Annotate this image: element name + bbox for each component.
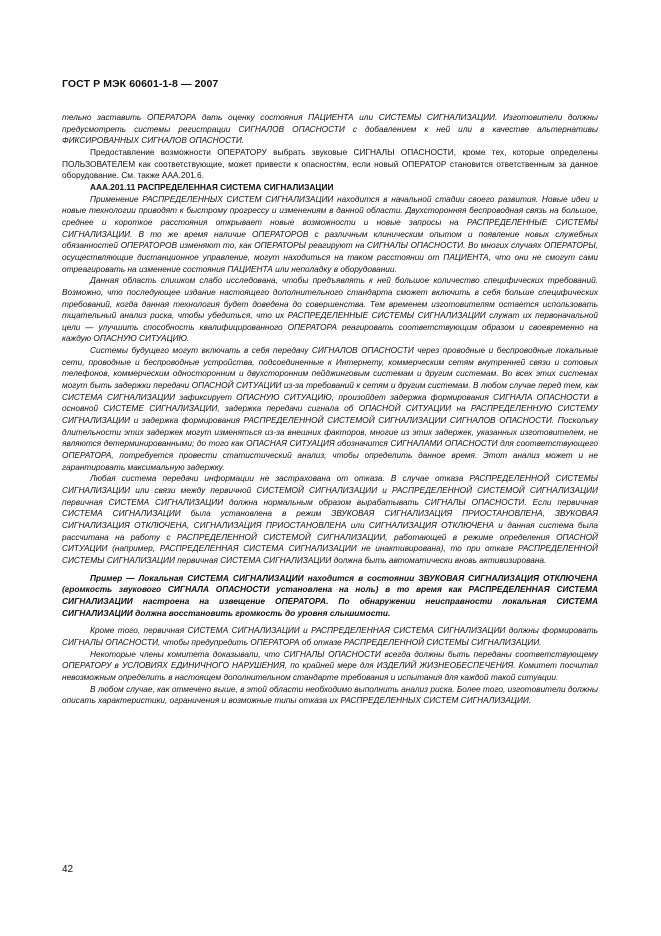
paragraph-application: Применение РАСПРЕДЕЛЕННЫХ СИСТЕМ СИГНАЛИЗАЦИИ находится в начальной стадии своего развития. Новые идеи и новые технологии приводят к быстрому прогрессу и изменениям в данной области. Двухсторонняя беспроводная связь на большое, среднее и короткое расстояния открывает новые возможности и новые запросы на РАСПРЕДЕЛЕННЫЕ СИСТЕМЫ СИГНАЛИЗАЦИИ. В то же время наличие ОПЕРАТОРОВ с различным клиническим опытом и появление новых служебных обязанностей ОПЕРАТОРОВ изменяют то, как ОПЕРАТОРЫ реагируют на СИГНАЛЫ ОПАСНОСТИ. Во многих случаях ОПЕРАТОРЫ, осуществляющие дистанционное управление, могут находиться на таком расстоянии от ПАЦИЕНТА, что они не смогут сами отреагировать на изменение состояния ПАЦИЕНТА или неполадку в оборудовании.	[62, 193, 598, 274]
example-paragraph: Пример — Локальная СИСТЕМА СИГНАЛИЗАЦИИ находится в состоянии ЗВУКОВАЯ СИГНАЛИЗАЦИЯ ОТКЛЮЧЕНА (громкость звукового СИГНАЛА ОПАСНОСТИ установлена на ноль) в то время как РАСПРЕДЕЛЕННАЯ СИСТЕМА СИГНАЛИЗАЦИИ настроена на извещение ОПЕРАТОРА. По обнаружении неисправности локальная СИСТЕМА СИГНАЛИЗАЦИИ должна восстановить громкость до уровня слышимости.	[62, 572, 598, 618]
page-number: 42	[62, 864, 74, 875]
paragraph-committee: Некоторые члены комитета доказывали, что СИГНАЛЫ ОПАСНОСТИ всегда должны быть переданы соответствующему ОПЕРАТОРУ в УСЛОВИЯХ ЕДИНИЧНОГО НАРУШЕНИЯ, по крайней мере для ИЗДЕЛИЙ ЖИЗНЕОБЕСПЕЧЕНИЯ. Комитет посчитал невозможным определить в настоящем дополнительном стандарте требования и испытания для каждой такой ситуации.	[62, 648, 598, 683]
section-heading: ААА.201.11 РАСПРЕДЕЛЕННАЯ СИСТЕМА СИГНАЛИЗАЦИИ	[90, 181, 334, 192]
paragraph-risk-analysis: В любом случае, как отмечено выше, в этой области необходимо выполнить анализ риска. Более того, изготовители должны описать характеристики, ограничения и возможные типы отказа их РАСПРЕДЕЛЕННЫХ СИСТЕМ СИГНАЛИЗАЦИИ.	[62, 683, 598, 706]
page-header: ГОСТ Р МЭК 60601-1-8 — 2007	[62, 78, 219, 90]
paragraph-future-systems: Системы будущего могут включать в себя передачу СИГНАЛОВ ОПАСНОСТИ через проводные и беспроводные локальные сети, проводные и беспроводные устройства, подсоединенные к Интернету, коммерческим сетям внутренней связи и сотовых телефонов, коммерческим односторонним и двухсторонним пейджинговым системам и другим системам. Во всех этих системах могут быть задержки передачи ОПАСНОЙ СИТУАЦИИ из-за требований к сетям и другим системам. В любом случае перед тем, как СИСТЕМА СИГНАЛИЗАЦИИ зафиксирует ОПАСНУЮ СИТУАЦИЮ, произойдет задержка формирования СИГНАЛА ОПАСНОСТИ в основной СИСТЕМЕ СИГНАЛИЗАЦИИ, задержка передачи сигнала об ОПАСНОЙ СИТУАЦИИ на РАСПРЕДЕЛЕННУЮ СИСТЕМУ СИГНАЛИЗАЦИИ и задержка формирования РАСПРЕДЕЛЕННОЙ СИСТЕМОЙ СИГНАЛИЗАЦИИ СИГНАЛОВ ОПАСНОСТИ. Поскольку длительности этих задержек могут изменяться из-за внешних факторов, многие из этих задержек, указанных изготовителем, не являются детерминированными; до того как ОПАСНАЯ СИТУАЦИЯ обозначится СИГНАЛАМИ ОПАСНОСТИ для соответствующего ОПЕРАТОРА, потребуется провести статистический анализ, чтобы определить данное время. Этот анализ может и не гарантировать максимальную задержку.	[62, 345, 598, 472]
paragraph-continued: тельно заставить ОПЕРАТОРА дать оценку состояния ПАЦИЕНТА или СИСТЕМЫ СИГНАЛИЗАЦИИ. Изготовители должны предусмотреть системы регистрации СИГНАЛОВ ОПАСНОСТИ с добавлением к ней или в качестве альтернативы ФИКСИРОВАННЫХ СИГНАЛОВ ОПАСНОСТИ.	[62, 112, 598, 146]
paragraph-research: Данная область слишком слабо исследована, чтобы предъявлять к ней большое количество специфических требований. Возможно, что последующее издание настоящего дополнительного стандарта сможет включить в себя больше специфических требований, когда данная технология будет доведена до совершенства. Тем временем изготовителям остается использовать тщательный анализ риска, чтобы убедиться, что их РАСПРЕДЕЛЕННЫЕ СИСТЕМЫ СИГНАЛИЗАЦИИ служат их первоначальной цели — улучшить способность квалифицированного ОПЕРАТОРА реагировать соответствующим образом и своевременно на каждую ОПАСНУЮ СИТУАЦИЮ.	[62, 275, 598, 344]
paragraph-moreover: Кроме того, первичная СИСТЕМА СИГНАЛИЗАЦИИ и РАСПРЕДЕЛЕННАЯ СИСТЕМА СИГНАЛИЗАЦИИ должны формировать СИГНАЛЫ ОПАСНОСТИ, чтобы предупредить ОПЕРАТОРА об отказе РАСПРЕДЕЛЕННОЙ СИСТЕМЫ СИГНАЛИЗАЦИИ.	[62, 625, 598, 648]
page-content	[62, 112, 598, 707]
paragraph-operator-choice: Предоставление возможности ОПЕРАТОРУ выбрать звуковые СИГНАЛЫ ОПАСНОСТИ, кроме тех, которые определены ПОЛЬЗОВАТЕЛЕМ как соответствующие, может привести к опасностям, если новый ОПЕРАТОР становится ответственным за данное оборудование. См. также ААА.201.6.	[62, 146, 598, 181]
paragraph-failure: Любая система передачи информации не застрахована от отказа. В случае отказа РАСПРЕДЕЛЕННОЙ СИСТЕМЫ СИГНАЛИЗАЦИИ или связи между первичной СИСТЕМОЙ СИГНАЛИЗАЦИИ и РАСПРЕДЕЛЕННОЙ СИСТЕМОЙ СИГНАЛИЗАЦИИ первичная СИСТЕМА СИГНАЛИЗАЦИИ должна нормальным образом вырабатывать СИГНАЛЫ ОПАСНОСТИ. Если первичная СИСТЕМА СИГНАЛИЗАЦИИ была установлена в режим ЗВУКОВАЯ СИГНАЛИЗАЦИЯ ПРИОСТАНОВЛЕНА, ЗВУКОВАЯ СИГНАЛИЗАЦИЯ ОТКЛЮЧЕНА, СИГНАЛИЗАЦИЯ ПРИОСТАНОВЛЕНА или СИГНАЛИЗАЦИЯ ОТКЛЮЧЕНА и данная система была рассчитана на работу с РАСПРЕДЕЛЕННОЙ СИСТЕМОЙ СИГНАЛИЗАЦИИ, работающей в режиме определения ОПАСНОЙ СИТУАЦИИ (например, РАСПРЕДЕЛЕННАЯ СИСТЕМА СИГНАЛИЗАЦИИ не инактивирована), то при отказе РАСПРЕДЕЛЕННОЙ СИСТЕМЫ СИГНАЛИЗАЦИИ первичная СИСТЕМА СИГНАЛИЗАЦИИ должна быть автоматически вновь активизирована.	[62, 473, 598, 565]
